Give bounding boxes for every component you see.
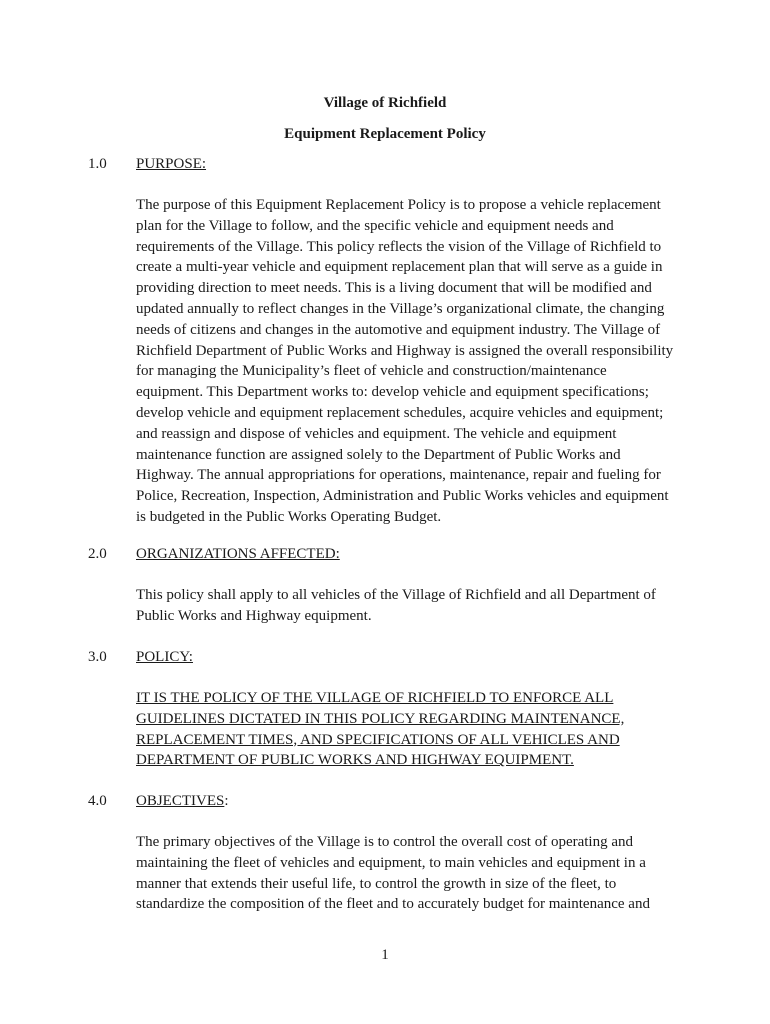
paragraph-line: is budgeted in the Public Works Operating Budget.: [136, 508, 442, 525]
page-number: 1: [381, 947, 389, 963]
section-number: 4.0: [88, 793, 107, 809]
paragraph-line: updated annually to reflect changes in the Village’s organizational climate, the changing: [136, 300, 665, 317]
document-org-title: Village of Richfield: [323, 95, 447, 111]
paragraph-line: providing direction to meet needs. This is a living document that will be modified and: [136, 280, 652, 297]
paragraph-line: DEPARTMENT OF PUBLIC WORKS AND HIGHWAY EQUIPMENT.: [136, 752, 574, 769]
paragraph-line: GUIDELINES DICTATED IN THIS POLICY REGARDING MAINTENANCE,: [136, 710, 625, 727]
paragraph-line: develop vehicle and equipment replacement schedules, acquire vehicles and equipment;: [136, 404, 664, 421]
paragraph-line: manner that extends their useful life, to control the growth in size of the fleet, to: [136, 875, 617, 892]
paragraph-line: Richfield Department of Public Works and Highway is assigned the overall responsibility: [136, 342, 674, 359]
document-title: Equipment Replacement Policy: [284, 126, 486, 142]
paragraph-line: maintenance function are assigned solely to the Department of Public Works and: [136, 446, 621, 463]
paragraph-line: The purpose of this Equipment Replacement Policy is to propose a vehicle replacement: [136, 197, 661, 213]
section-heading-organizations-affected: ORGANIZATIONS AFFECTED:: [136, 546, 340, 562]
organizations-affected-paragraph: [136, 585, 696, 627]
section-heading-objectives: [136, 792, 229, 810]
paragraph-line: Police, Recreation, Inspection, Administration and Public Works vehicles and equipment: [136, 488, 669, 505]
section-number: 3.0: [88, 649, 107, 665]
policy-statement: [136, 688, 696, 771]
section-heading-policy: POLICY:: [136, 649, 193, 665]
objectives-paragraph: [136, 832, 696, 915]
paragraph-line: maintaining the fleet of vehicles and equipment, to main vehicles and equipment in a: [136, 854, 646, 871]
purpose-paragraph: [136, 195, 696, 528]
paragraph-line: standardize the composition of the fleet and to accurately budget for maintenance and: [136, 896, 650, 913]
section-heading-text: OBJECTIVES: [136, 793, 225, 809]
paragraph-line: Highway. The annual appropriations for operations, maintenance, repair and fueling for: [136, 467, 661, 484]
section-number: 2.0: [88, 546, 107, 562]
paragraph-line: plan for the Village to follow, and the specific vehicle and equipment needs and: [136, 217, 614, 234]
paragraph-line: for managing the Municipality’s fleet of vehicle and construction/maintenance: [136, 363, 607, 380]
paragraph-line: equipment. This Department works to: develop vehicle and equipment specifications;: [136, 384, 649, 401]
paragraph-line: IT IS THE POLICY OF THE VILLAGE OF RICHFIELD TO ENFORCE ALL: [136, 690, 614, 706]
paragraph-line: This policy shall apply to all vehicles of the Village of Richfield and all Department of: [136, 587, 656, 603]
paragraph-line: create a multi-year vehicle and equipment replacement plan that will serve as a guide in: [136, 259, 663, 276]
paragraph-line: and reassign and dispose of vehicles and equipment. The vehicle and equipment: [136, 425, 617, 442]
section-heading-colon: :: [224, 793, 229, 809]
paragraph-line: REPLACEMENT TIMES, AND SPECIFICATIONS OF ALL VEHICLES AND: [136, 731, 620, 748]
paragraph-line: Public Works and Highway equipment.: [136, 607, 372, 624]
section-heading-purpose: PURPOSE:: [136, 156, 207, 172]
paragraph-line: requirements of the Village. This policy reflects the vision of the Village of Richfield to: [136, 238, 662, 255]
paragraph-line: The primary objectives of the Village is to control the overall cost of operating and: [136, 834, 634, 850]
section-number: 1.0: [88, 156, 107, 172]
paragraph-line: needs of citizens and changes in the automotive and equipment industry. The Village of: [136, 321, 661, 338]
